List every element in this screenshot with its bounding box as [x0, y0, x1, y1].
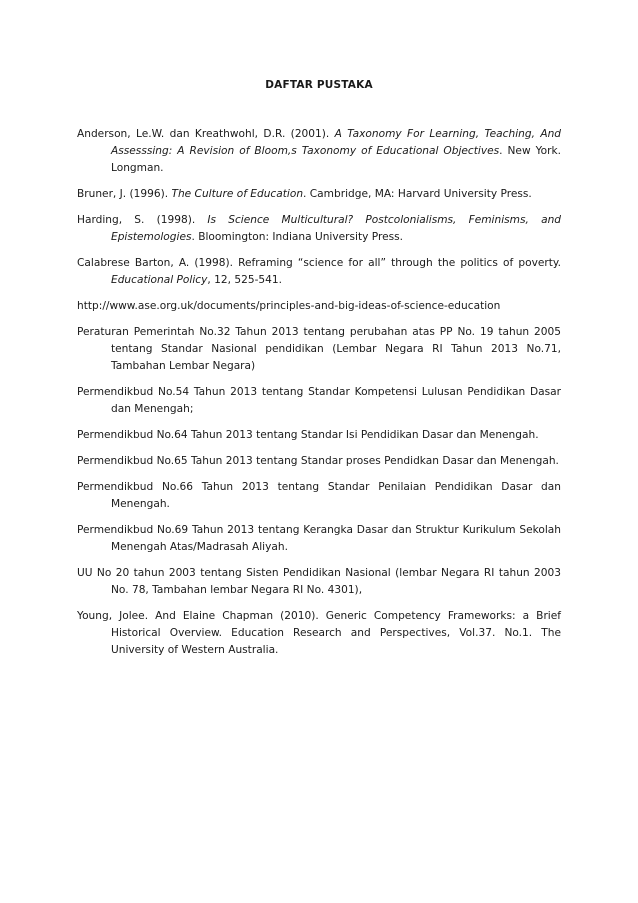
reference-item: [77, 479, 561, 513]
reference-item: [77, 255, 561, 289]
reference-text: Permendikbud No.64 Tahun 2013 tentang Standar Isi Pendidikan Dasar dan Menengah.: [77, 429, 539, 441]
reference-item: [77, 608, 561, 659]
reference-text: Permendikbud No.66 Tahun 2013 tentang Standar Penilaian Pendidikan Dasar dan Menengah.: [77, 481, 561, 510]
reference-publisher: . Cambridge, MA: Harvard University Press.: [303, 188, 532, 200]
reference-item: [77, 186, 561, 203]
reference-item: [77, 384, 561, 418]
reference-item: [77, 212, 561, 246]
reference-text: Young, Jolee. And Elaine Chapman (2010). Generic Competency Frameworks: a Brief Historical Overview. Education Research and Perspectives, Vol.37. No.1. The University of Western Australia.: [77, 610, 561, 656]
reference-title: Is Science Multicultural? Postcolonialisms, Feminisms, and Epistemologies: [111, 214, 562, 243]
reference-text: Anderson, Le.W. dan Kreathwohl, D.R. (2001).: [77, 128, 335, 140]
reference-list: [77, 126, 561, 668]
reference-text: Permendikbud No.69 Tahun 2013 tentang Kerangka Dasar dan Struktur Kurikulum Sekolah Menengah Atas/Madrasah Aliyah.: [77, 524, 561, 553]
page-title: DAFTAR PUSTAKA: [265, 79, 373, 91]
reference-text: Permendikbud No.65 Tahun 2013 tentang Standar proses Pendidkan Dasar dan Menengah.: [77, 455, 559, 467]
reference-title: A Taxonomy For Learning, Teaching, And Assesssing: A Revision of Bloom,s Taxonomy of Educational Objectives: [111, 128, 562, 157]
reference-item: [77, 126, 561, 177]
reference-text: Bruner, J. (1996).: [77, 188, 172, 200]
reference-item: [77, 427, 561, 444]
reference-text: Peraturan Pemerintah No.32 Tahun 2013 tentang perubahan atas PP No. 19 tahun 2005 tentang Standar Nasional pendidikan (Lembar Negara RI Tahun 2013 No.71, Tambahan Lembar Negara): [77, 326, 561, 372]
reference-url: http://www.ase.org.uk/documents/principles-and-big-ideas-of-science-education: [77, 300, 501, 312]
reference-item: [77, 298, 561, 315]
reference-item: [77, 453, 561, 470]
reference-publisher: , 12, 525-541.: [207, 274, 282, 286]
reference-publisher: . New York. Longman.: [111, 145, 561, 174]
reference-publisher: . Bloomington: Indiana University Press.: [191, 231, 404, 243]
reference-text: UU No 20 tahun 2003 tentang Sisten Pendidikan Nasional (lembar Negara RI tahun 2003 No. 78, Tambahan lembar Negara RI No. 4301),: [77, 567, 561, 596]
reference-text: Harding, S. (1998).: [77, 214, 208, 226]
reference-item: [77, 565, 561, 599]
reference-title: The Culture of Education: [171, 188, 304, 200]
reference-text: Permendikbud No.54 Tahun 2013 tentang Standar Kompetensi Lulusan Pendidikan Dasar dan Menengah;: [77, 386, 561, 415]
reference-text: Calabrese Barton, A. (1998). Reframing “science for all” through the politics of poverty.: [77, 257, 561, 269]
reference-item: [77, 324, 561, 375]
reference-item: [77, 522, 561, 556]
reference-title: Educational Policy: [111, 274, 208, 286]
